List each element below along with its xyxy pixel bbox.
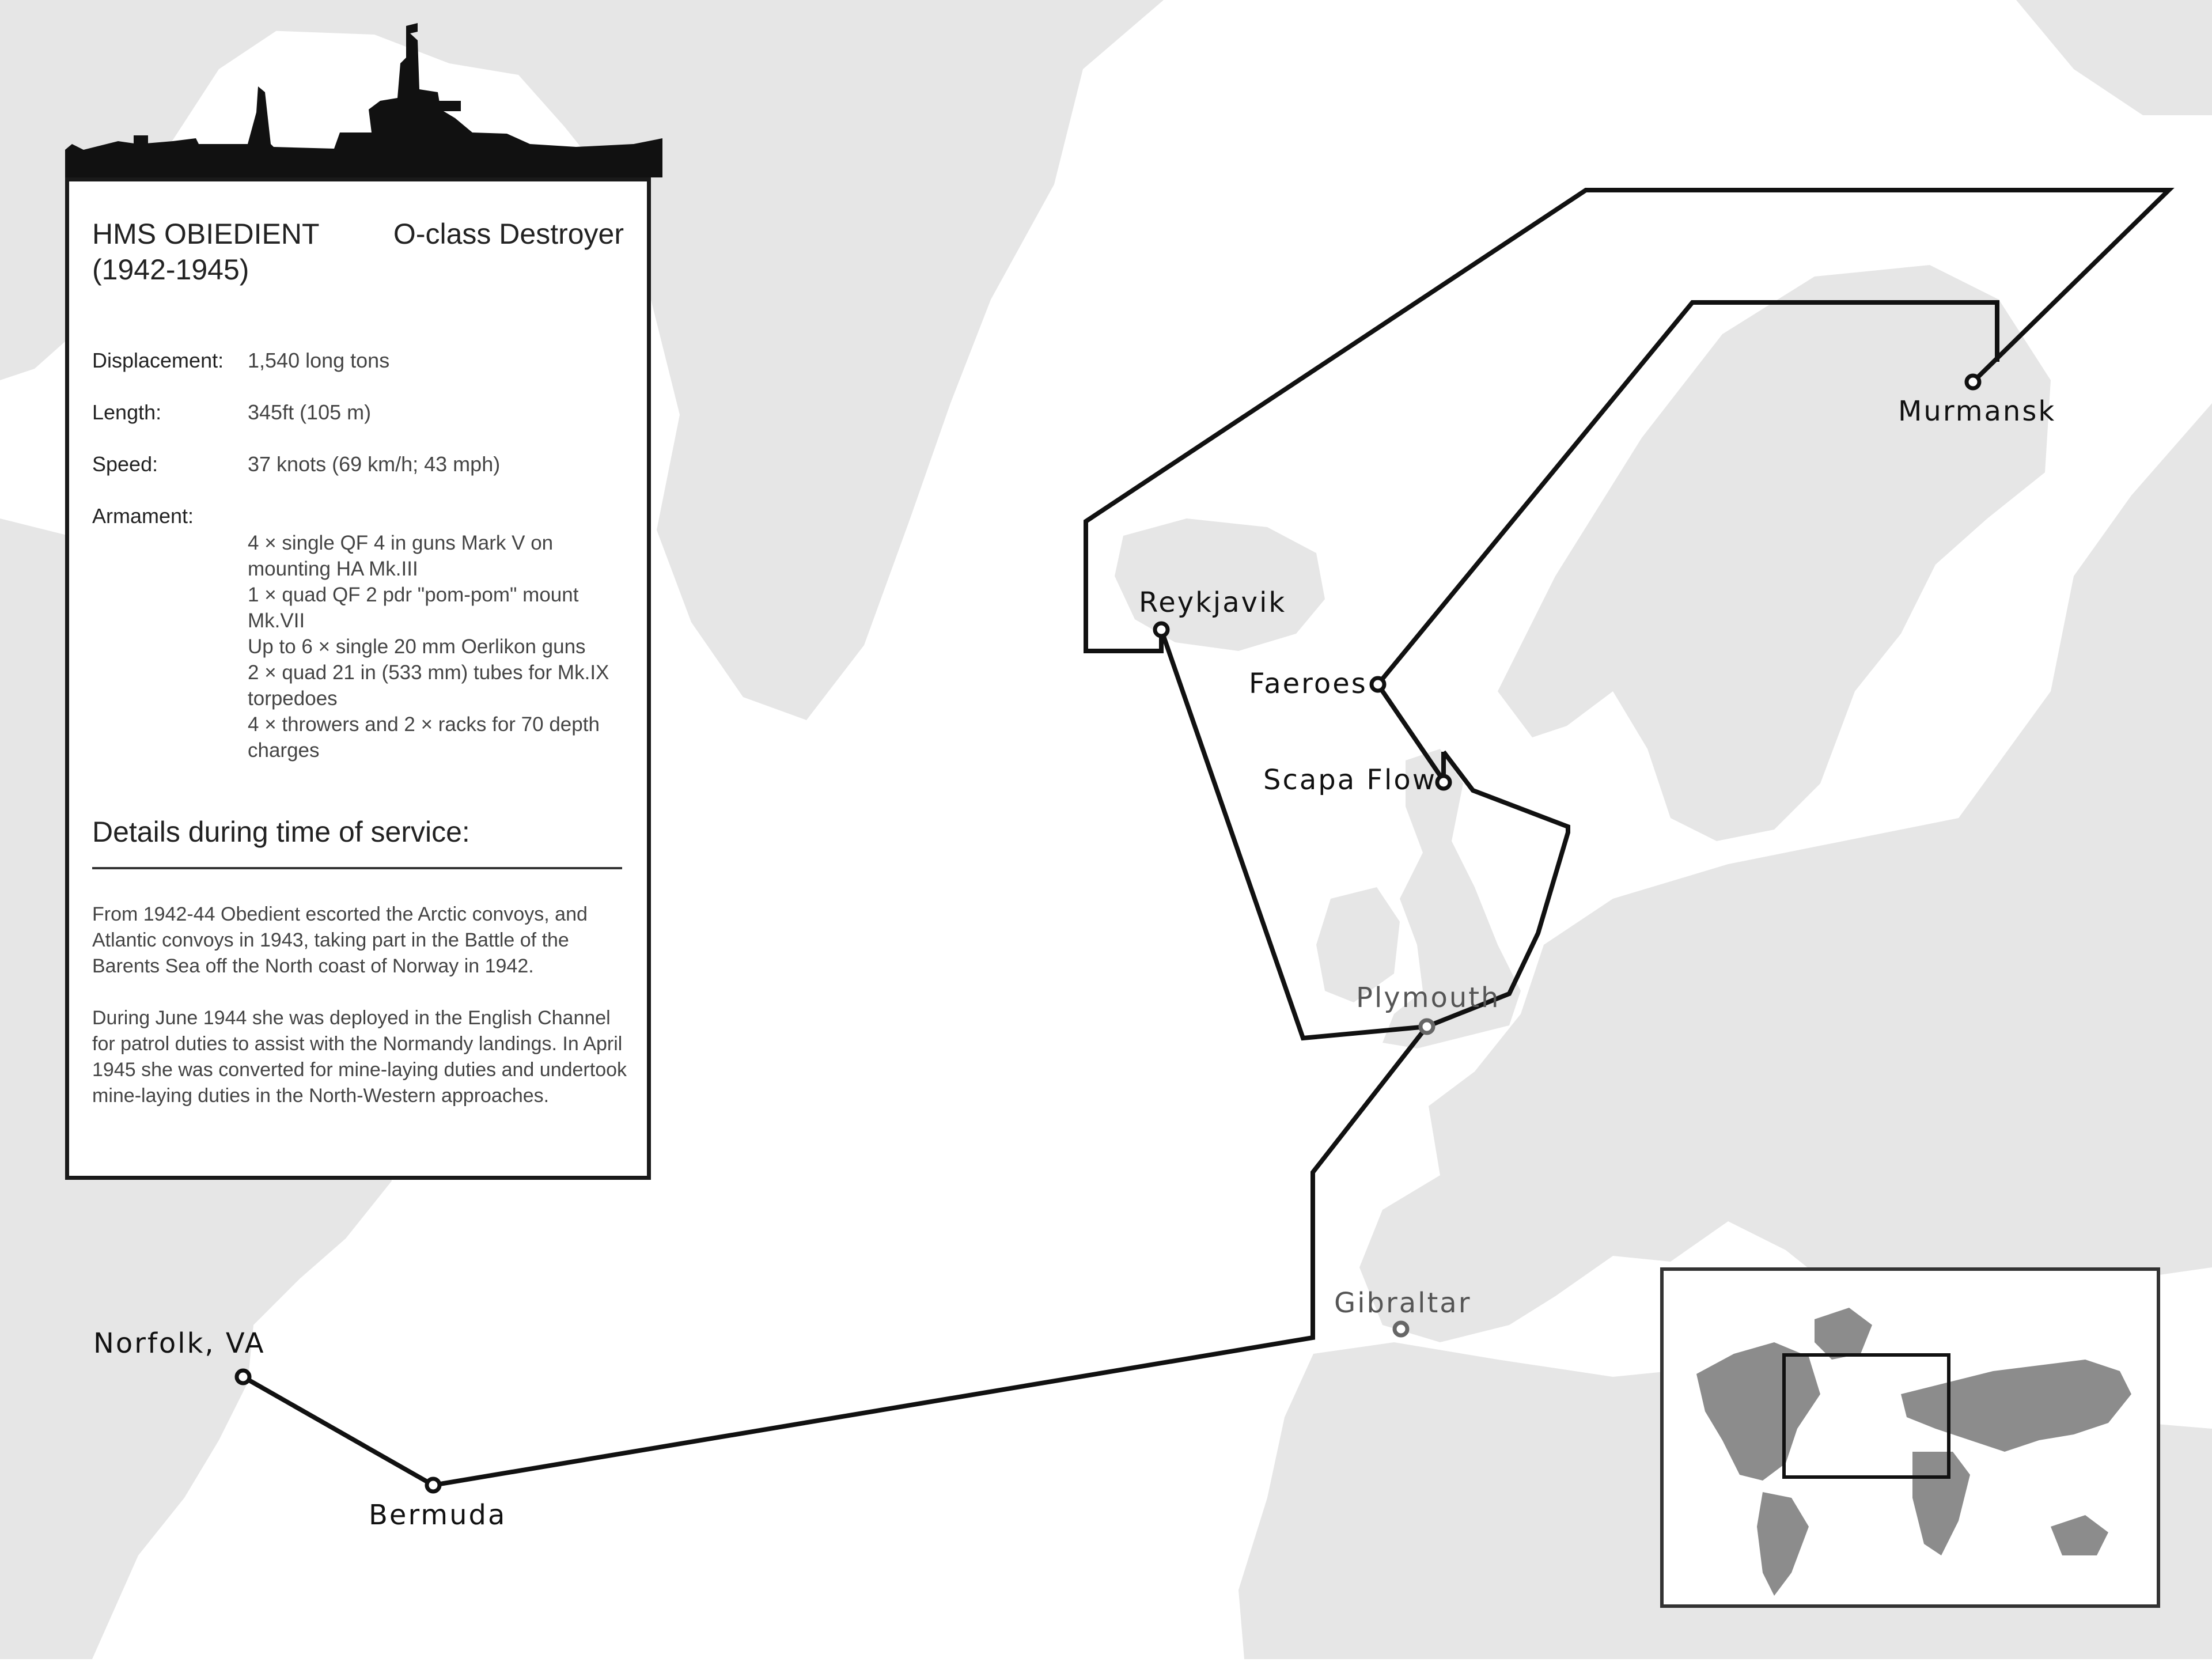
armament-label: Armament: <box>92 504 194 528</box>
label-bermuda: Bermuda <box>369 1499 507 1531</box>
displacement-value: 1,540 long tons <box>248 349 390 372</box>
scandinavia-land <box>1498 265 2051 841</box>
details-paragraph: During June 1944 she was deployed in the English Channel for patrol duties to assist with the Normandy landings. In April 1945 she was converted for mine-laying duties and undertook mine-laying duties in the North-Western approaches. <box>92 1007 627 1107</box>
marker-norfolk <box>237 1371 249 1383</box>
armament-item: 4 × throwers and 2 × racks for 70 depth charges <box>248 713 600 762</box>
speed-value: 37 knots (69 km/h; 43 mph) <box>248 452 501 476</box>
label-reykjavik: Reykjavik <box>1139 586 1287 619</box>
ship-info-card <box>65 177 651 1180</box>
label-murmansk: Murmansk <box>1898 395 2056 427</box>
length-value: 345ft (105 m) <box>248 400 372 424</box>
iceland-land <box>1115 518 1325 651</box>
ship-class: O-class Destroyer <box>393 218 624 250</box>
armament-item: 1 × quad QF 2 pdr "pom-pom" mount Mk.VII <box>248 584 579 632</box>
label-norfolk: Norfolk, VA <box>93 1327 266 1360</box>
displacement-label: Displacement: <box>92 349 224 372</box>
label-scapa-flow: Scapa Flow <box>1263 764 1437 796</box>
details-divider <box>92 867 622 869</box>
world-inset <box>1662 1269 2158 1606</box>
speed-label: Speed: <box>92 452 158 476</box>
armament-list <box>248 530 639 763</box>
marker-scapa-flow <box>1437 776 1450 789</box>
details-title: Details during time of service: <box>92 816 470 848</box>
marker-gibraltar <box>1395 1323 1407 1335</box>
marker-reykjavik <box>1155 623 1168 636</box>
armament-item: 2 × quad 21 in (533 mm) tubes for Mk.IX torpedoes <box>248 661 609 710</box>
marker-faeroes <box>1372 678 1384 691</box>
label-gibraltar: Gibraltar <box>1334 1287 1472 1319</box>
label-faeroes: Faeroes <box>1249 668 1368 700</box>
marker-bermuda <box>427 1479 440 1491</box>
ship-name: HMS OBIEDIENT (1942-1945) <box>92 218 320 286</box>
length-label: Length: <box>92 400 162 424</box>
armament-item: Up to 6 × single 20 mm Oerlikon guns <box>248 635 586 658</box>
marker-plymouth <box>1421 1020 1433 1033</box>
armament-item: 4 × single QF 4 in guns Mark V on mounting HA Mk.III <box>248 532 554 580</box>
marker-murmansk <box>1967 376 1979 388</box>
label-plymouth: Plymouth <box>1356 982 1501 1014</box>
details-paragraph: From 1942-44 Obedient escorted the Arctic convoys, and Atlantic convoys in 1943, taking part in the Battle of the Barents Sea off the North coast of Norway in 1942. <box>92 903 588 977</box>
